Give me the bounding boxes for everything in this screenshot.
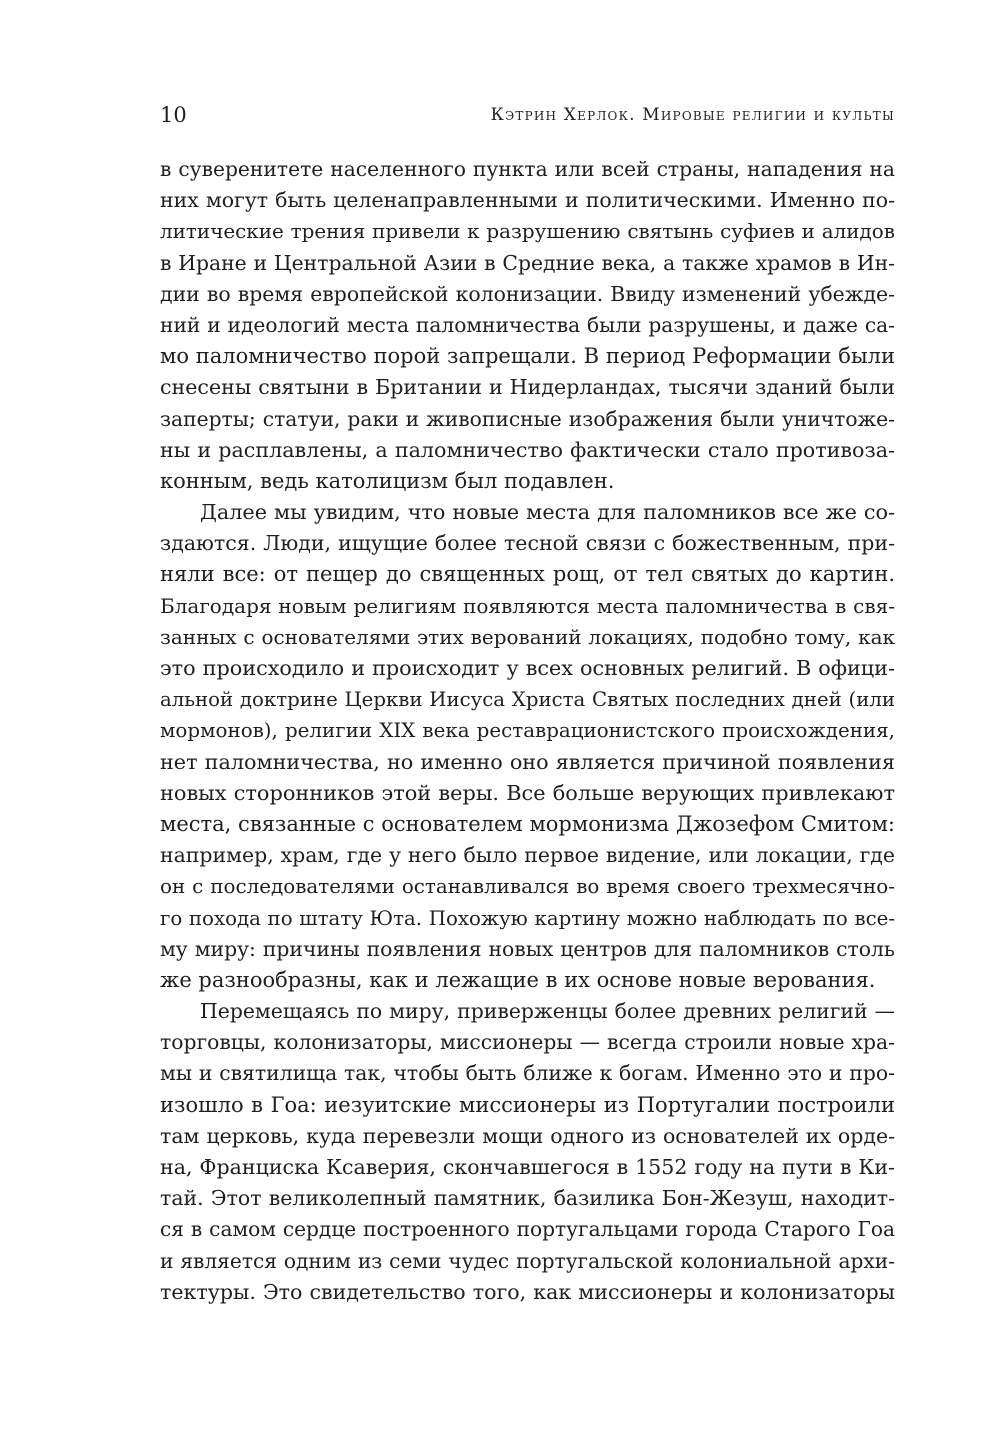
text-line: здаются. Люди, ищущие более тесной связи с божественным, при-	[160, 531, 895, 556]
text-line: в Иране и Центральной Азии в Средние века, а также храмов в Ин-	[160, 250, 895, 275]
text-line: например, храм, где у него было первое видение, или локации, где	[160, 843, 895, 868]
text-line: занных с основателями этих верований локациях, подобно тому, как	[160, 624, 895, 649]
text-line: мормонов), религии XIX века реставрационистского происхождения,	[160, 719, 895, 743]
text-line: он с последователями останавливался во время своего трехмесячно-	[160, 875, 895, 899]
text-line: няли все: от пещер до священных рощ, от тел святых до картин.	[160, 562, 895, 587]
text-line: му миру: причины появления новых центров для паломников столь	[160, 936, 895, 961]
text-line: там церковь, куда перевезли мощи одного из основателей их орде-	[160, 1123, 895, 1148]
text-line: Далее мы увидим, что новые места для паломников все же со-	[200, 500, 895, 525]
text-line: это происходило и происходит у всех основных религий. В офици-	[160, 656, 895, 680]
text-line: ся в самом сердце построенного португальцами города Старого Гоа	[160, 1217, 895, 1242]
text-line: снесены святыни в Британии и Нидерландах, тысячи зданий были	[160, 375, 895, 400]
text-line: же разнообразны, как и лежащие в их основе новые верования.	[160, 967, 876, 992]
text-line: го похода по штату Юта. Похожую картину можно наблюдать по все-	[160, 906, 895, 930]
text-line: места, связанные с основателем мормонизма Джозефом Смитом:	[160, 811, 895, 836]
text-line: них могут быть целенаправленными и политическими. Именно по-	[160, 188, 895, 213]
text-line: изошло в Гоа: иезуитские миссионеры из Португалии построили	[160, 1092, 895, 1117]
text-line: и является одним из семи чудес португальской колониальной архи-	[160, 1248, 895, 1273]
page-number: 10	[160, 103, 187, 127]
text-line: заперты; статуи, раки и живописные изображения были уничтоже-	[160, 406, 895, 431]
text-line: новых сторонников этой веры. Все больше верующих привлекают	[160, 780, 895, 805]
text-line: тектуры. Это свидетельство того, как миссионеры и колонизаторы	[160, 1279, 895, 1304]
text-line: конным, ведь католицизм был подавлен.	[160, 468, 615, 493]
text-line: ний и идеологий места паломничества были разрушены, и даже са-	[160, 312, 895, 337]
text-line: ны и расплавлены, а паломничество фактически стало противоза-	[160, 437, 895, 462]
text-line: мо паломничество порой запрещали. В период Реформации были	[160, 344, 895, 369]
text-line: литические трения привели к разрушению святынь суфиев и алидов	[160, 220, 895, 244]
text-line: Благодаря новым религиям появляются места паломничества в свя-	[160, 593, 895, 618]
text-line: мы и святилища так, чтобы быть ближе к богам. Именно это и про-	[160, 1061, 895, 1086]
text-line: в суверенитете населенного пункта или всей страны, нападения на	[160, 157, 895, 181]
text-line: на, Франциска Ксаверия, скончавшегося в 1552 году на пути в Ки-	[160, 1155, 895, 1179]
text-line: альной доктрине Церкви Иисуса Христа Святых последних дней (или	[160, 688, 895, 712]
text-line: нет паломничества, но именно оно является причиной появления	[160, 749, 895, 774]
running-head	[160, 100, 895, 130]
text-line: дии во время европейской колонизации. Ввиду изменений убежде-	[160, 281, 895, 306]
text-line: тай. Этот великолепный памятник, базилика Бон-Жезуш, находит-	[160, 1186, 895, 1211]
running-title: Кэтрин Херлок. Мировые религии и культы	[490, 105, 895, 125]
body-text	[160, 154, 895, 1308]
text-line: торговцы, колонизаторы, миссионеры — всегда строили новые хра-	[160, 1030, 895, 1055]
text-line: Перемещаясь по миру, приверженцы более древних религий —	[200, 999, 895, 1024]
